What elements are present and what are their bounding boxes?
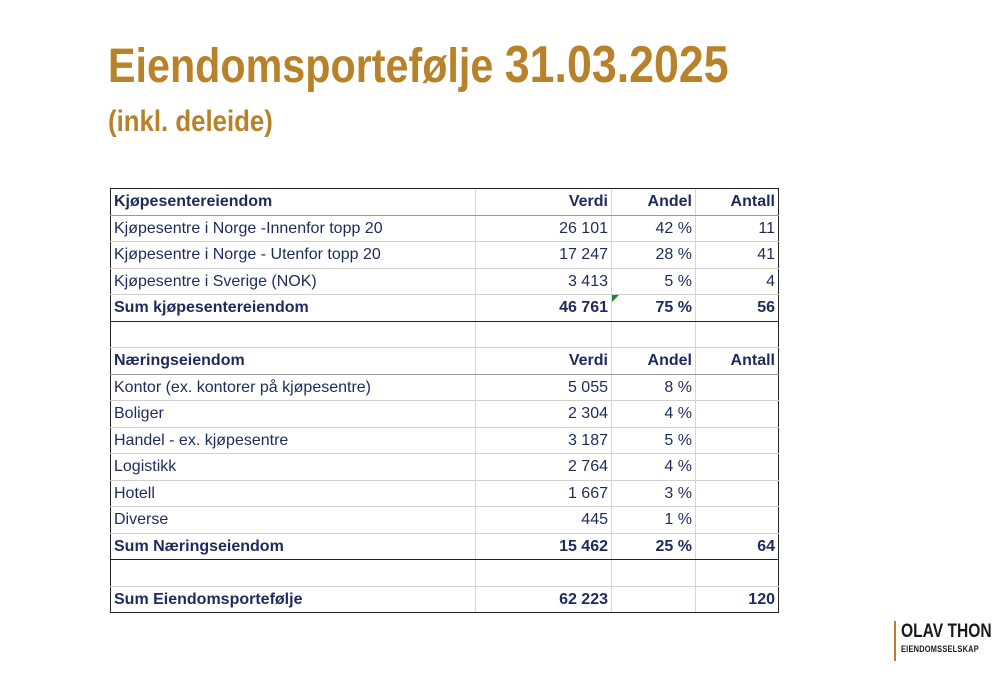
header-category: Næringseiendom: [111, 348, 476, 375]
row-label: Kontor (ex. kontorer på kjøpesentre): [111, 374, 476, 401]
table-row: [111, 401, 779, 428]
page-title: [108, 36, 729, 96]
row-andel: 5 %: [612, 268, 696, 295]
row-verdi: 17 247: [476, 242, 612, 269]
table-row: [111, 374, 779, 401]
total-label: Sum Eiendomsportefølje: [111, 586, 476, 613]
row-andel: 1 %: [612, 507, 696, 534]
row-andel: 3 %: [612, 480, 696, 507]
table-row: [111, 480, 779, 507]
sum-verdi: 15 462: [476, 533, 612, 560]
header-andel: Andel: [612, 348, 696, 375]
row-label: Hotell: [111, 480, 476, 507]
total-row: [111, 586, 779, 613]
header-antall: Antall: [696, 189, 779, 216]
table-row: [111, 454, 779, 481]
total-andel: [612, 586, 696, 613]
row-andel: 4 %: [612, 401, 696, 428]
row-andel: 28 %: [612, 242, 696, 269]
total-antall: 120: [696, 586, 779, 613]
table-row: [111, 507, 779, 534]
total-verdi: 62 223: [476, 586, 612, 613]
row-label: Kjøpesentre i Sverige (NOK): [111, 268, 476, 295]
header-andel: Andel: [612, 189, 696, 216]
row-label: Kjøpesentre i Norge -Innenfor topp 20: [111, 215, 476, 242]
row-label: Handel - ex. kjøpesentre: [111, 427, 476, 454]
row-label: Boliger: [111, 401, 476, 428]
sum-label: Sum kjøpesentereiendom: [111, 295, 476, 322]
blank-row: [111, 321, 779, 348]
sum-row: [111, 533, 779, 560]
row-antall: 41: [696, 242, 779, 269]
row-label: Logistikk: [111, 454, 476, 481]
header-verdi: Verdi: [476, 189, 612, 216]
header-verdi: Verdi: [476, 348, 612, 375]
row-antall: [696, 401, 779, 428]
row-antall: [696, 427, 779, 454]
row-label: Kjøpesentre i Norge - Utenfor topp 20: [111, 242, 476, 269]
company-logo: [894, 621, 1000, 661]
row-antall: [696, 480, 779, 507]
blank-row: [111, 560, 779, 587]
row-verdi: 1 667: [476, 480, 612, 507]
row-andel: 5 %: [612, 427, 696, 454]
title-date: 31.03.2025: [504, 36, 729, 94]
row-andel: 42 %: [612, 215, 696, 242]
row-verdi: 3 187: [476, 427, 612, 454]
row-andel: 4 %: [612, 454, 696, 481]
row-verdi: 26 101: [476, 215, 612, 242]
row-antall: [696, 454, 779, 481]
row-verdi: 3 413: [476, 268, 612, 295]
table-row: [111, 215, 779, 242]
sum-row: [111, 295, 779, 322]
header-category: Kjøpesentereiendom: [111, 189, 476, 216]
table-row: [111, 268, 779, 295]
logo-main-text: OLAV THON: [901, 621, 992, 642]
row-verdi: 2 304: [476, 401, 612, 428]
row-andel: 8 %: [612, 374, 696, 401]
row-antall: [696, 374, 779, 401]
table-row: [111, 242, 779, 269]
sum-antall: 56: [696, 295, 779, 322]
title-text: Eiendomsportefølje: [108, 40, 505, 93]
logo-sub-text: EIENDOMSSELSKAP: [901, 644, 979, 654]
sum-verdi: 46 761: [476, 295, 612, 322]
row-verdi: 2 764: [476, 454, 612, 481]
portfolio-table: [110, 188, 779, 613]
row-verdi: 445: [476, 507, 612, 534]
sum-label: Sum Næringseiendom: [111, 533, 476, 560]
sum-antall: 64: [696, 533, 779, 560]
row-label: Diverse: [111, 507, 476, 534]
table-header-row: [111, 189, 779, 216]
row-antall: [696, 507, 779, 534]
table-row: [111, 427, 779, 454]
sum-andel: 25 %: [612, 533, 696, 560]
row-antall: 4: [696, 268, 779, 295]
table-header-row: [111, 348, 779, 375]
header-antall: Antall: [696, 348, 779, 375]
page-subtitle: (inkl. deleide): [108, 105, 273, 138]
row-antall: 11: [696, 215, 779, 242]
sum-andel: 75 %: [612, 295, 696, 322]
row-verdi: 5 055: [476, 374, 612, 401]
